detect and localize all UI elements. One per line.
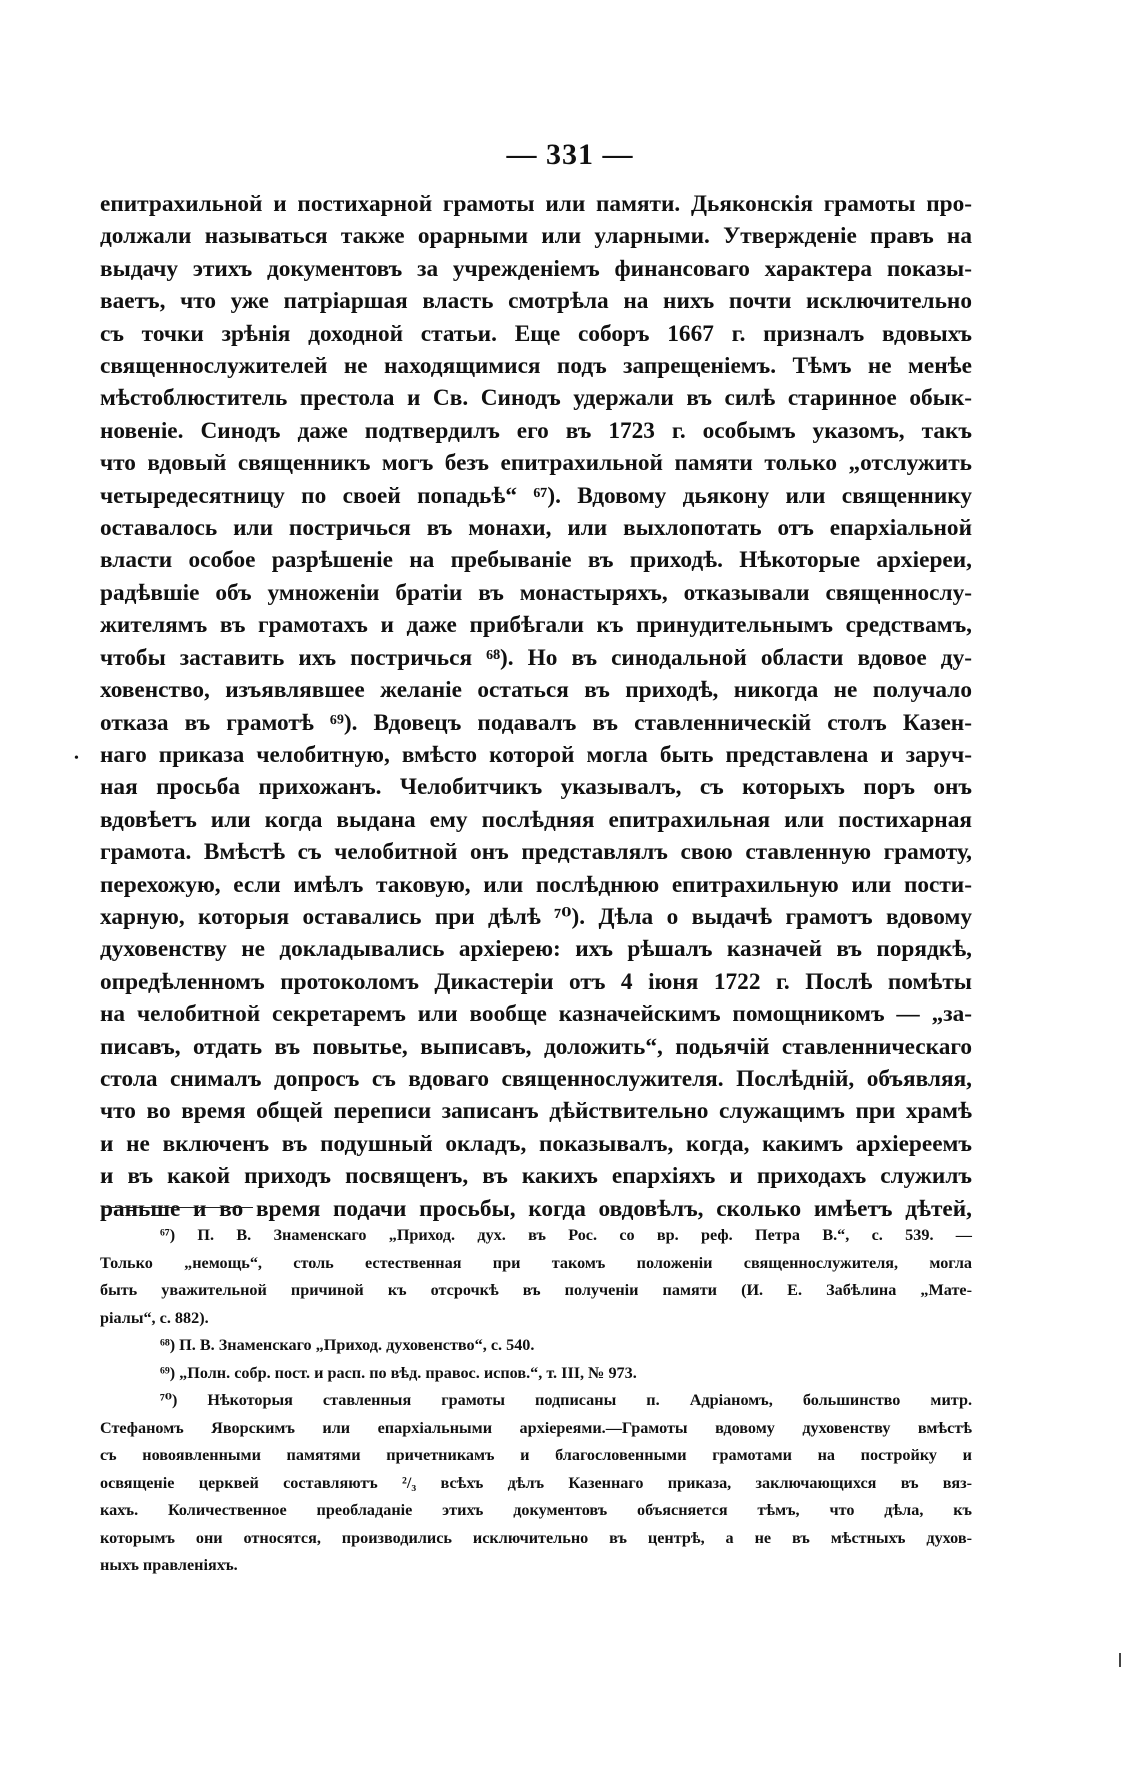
footnote-68 [100,1332,972,1360]
body-line: перехожую, если имѣлъ таковую, или послѣднюю епитрахильную или пости- [100,871,972,898]
body-line: стола снималъ допросъ съ вдоваго священнослужителя. Послѣдній, объявляя, [100,1065,972,1092]
body-line: ховенство, изъявлявшее желаніе остаться въ приходѣ, никогда не получало [100,677,972,704]
footnote-line: ⁶⁹) „Полн. собр. пост. и расп. по вѣд. правос. испов.“, т. III, № 973. [160,1363,637,1382]
body-line: власти особое разрѣшеніе на пребываніе въ приходѣ. Нѣкоторые архіереи, [100,547,972,574]
body-line: опредѣленномъ протоколомъ Дикастеріи отъ 4 іюня 1722 г. Послѣ помѣты [100,968,972,995]
body-line: новеніе. Синодъ даже подтвердилъ его въ 1723 г. особымъ указомъ, такъ [100,417,972,444]
body-line: ваетъ, что уже патріаршая власть смотрѣла на нихъ почти исключительно [100,288,972,315]
body-line: священнослужителей не находящимися подъ запрещеніемъ. Тѣмъ не менѣе [100,353,972,380]
body-line: и не включенъ въ подушный окладъ, показывалъ, когда, какимъ архіереемъ [100,1130,972,1157]
body-line: чтобы заставить ихъ постричься ⁶⁸). Но въ синодальной области вдовое ду- [100,644,972,671]
body-line: ная просьба прихожанъ. Челобитчикъ указывалъ, съ которыхъ поръ онъ [100,774,972,801]
page-number: — 331 — [506,138,634,171]
body-line: четыредесятницу по своей попадьѣ“ ⁶⁷). Вдовому дьякону или священнику [100,482,972,509]
body-line: раньше и во время подачи просьбы, когда овдовѣлъ, сколько имѣетъ дѣтей, [100,1195,972,1222]
footnote-divider [103,1207,253,1208]
body-line: наго приказа челобитную, вмѣсто которой могла быть представлена и заруч- [100,741,972,768]
footnote-line: кахъ. Количественное преобладаніе этихъ документовъ объясняется тѣмъ, что дѣла, къ [100,1501,972,1519]
body-line: отказа въ грамотѣ ⁶⁹). Вдовецъ подавалъ въ ставленническій столъ Казен- [100,709,972,736]
footnote-line: которымъ они относятся, производились исключительно въ центрѣ, а не въ мѣстныхъ духов- [100,1528,972,1547]
body-line: должали называться также орарными или уларными. Утвержденіе правъ на [100,223,972,250]
body-line: оставалось или постричься въ монахи, или выхлопотать отъ епархіальной [100,515,972,542]
body-line: и въ какой приходъ посвященъ, въ какихъ епархіяхъ и приходахъ служилъ [100,1163,972,1190]
footnote-line: съ новоявленными памятями причетникамъ и благословенными грамотами на постройку и [100,1446,972,1464]
margin-mark-right [1119,1653,1121,1667]
footnote-69 [100,1360,972,1388]
footnote-line: ріалы“, с. 882). [100,1308,209,1327]
footnote-67 [100,1222,972,1332]
footnote-line: освященіе церквей составляютъ ²/₃ всѣхъ дѣлъ Казеннаго приказа, заключающихся въ вяз- [100,1473,972,1492]
body-line: харную, которыя оставались при дѣлѣ ⁷⁰). Дѣла о выдачѣ грамотъ вдовому [100,903,972,930]
body-line: что вдовый священникъ могъ безъ епитрахильной памяти только „отслужить [100,450,972,477]
footnote-line: ныхъ правленіяхъ. [100,1556,238,1574]
footnote-line: ⁶⁸) П. В. Знаменскаго „Приход. духовенство“, с. 540. [160,1336,535,1354]
body-line: мѣстоблюститель престола и Св. Синодъ удержали въ силѣ старинное обык- [100,385,972,412]
body-line: выдачу этихъ документовъ за учрежденіемъ финансоваго характера показы- [100,255,972,282]
body-line: епитрахильной и постихарной грамоты или памяти. Дьяконскія грамоты про- [100,191,972,217]
footnote-line: Стефаномъ Яворскимъ или епархіальными архіереями.—Грамоты вдовому духовенству вмѣстѣ [100,1418,972,1437]
body-line: жителямъ въ грамотахъ и даже прибѣгали къ принудительнымъ средствамъ, [100,612,972,639]
body-line: радѣвшіе объ умноженіи братіи въ монастыряхъ, отказывали священнослу- [100,579,972,606]
footnote-70 [100,1387,972,1580]
margin-mark: • [74,751,79,766]
body-text [100,188,972,1225]
body-line: съ точки зрѣнія доходной статьи. Еще соборъ 1667 г. призналъ вдовыхъ [100,320,972,347]
body-line: на челобитной секретаремъ или вообще казначейскимъ помощникомъ — „за- [100,1001,972,1028]
body-line: писавъ, отдать въ повытье, выписавъ, доложить“, подьячій ставленническаго [100,1033,972,1060]
body-line: грамота. Вмѣстѣ съ челобитной онъ представлялъ свою ставленную грамоту, [100,839,972,866]
footnotes [100,1222,972,1580]
body-line: вдовѣетъ или когда выдана ему послѣдняя епитрахильная или постихарная [100,806,972,833]
body-line: духовенству не докладывались архіерею: ихъ рѣшалъ казначей въ порядкѣ, [100,936,972,963]
footnote-line: ⁷⁰) Нѣкоторыя ставленныя грамоты подписаны п. Адріаномъ, большинство митр. [160,1391,972,1409]
body-line: что во время общей переписи записанъ дѣйствительно служащимъ при храмѣ [100,1098,972,1125]
footnote-line: Только „немощь“, столь естественная при такомъ положеніи священнослужителя, могла [100,1253,972,1272]
footnote-line: ⁶⁷) П. В. Знаменскаго „Приход. дух. въ Рос. со вр. реф. Петра В.“, с. 539. — [160,1226,972,1244]
footnote-line: быть уважительной причиной къ отсрочкѣ въ полученіи памяти (И. Е. Забѣлина „Мате- [100,1281,972,1299]
